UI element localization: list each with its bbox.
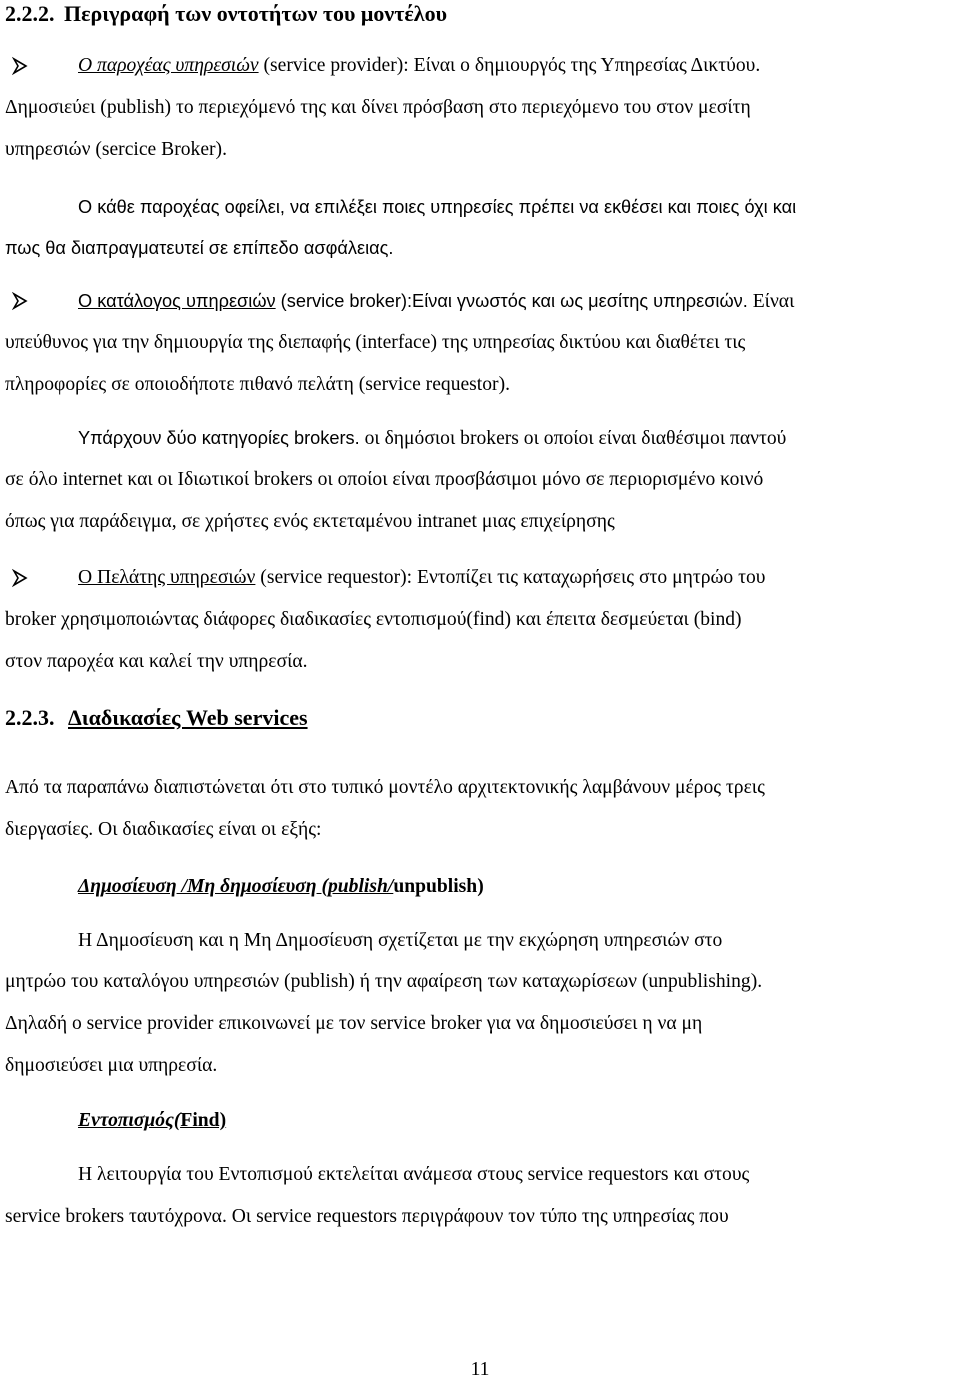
section-title: Διαδικασίες Web services: [68, 705, 308, 730]
broker-term: Ο κατάλογος υπηρεσιών: [78, 291, 276, 311]
section-heading-2-2-2: [5, 3, 447, 25]
publish-line-4: δημοσιεύσει μια υπηρεσία.: [5, 1055, 218, 1076]
publish-line-2: μητρώο του καταλόγου υπηρεσιών (publish) ή την αφαίρεση των καταχωρίσεων (unpublishing).: [5, 971, 763, 992]
arrow-bullet-icon: [12, 567, 30, 589]
broker-line-3: πληροφορίες σε οποιοδήποτε πιθανό πελάτη (service requestor).: [5, 374, 510, 395]
broker-para2-line-2: σε όλο internet και οι Ιδιωτικοί brokers οι οποίοι είναι προσβάσιμοι μόνο σε περιορισμένο κοινό: [5, 469, 764, 490]
provider-term: Ο παροχέας υπηρεσιών: [78, 55, 259, 76]
section-number: 2.2.2.: [5, 1, 55, 26]
find-line-2: service brokers ταυτόχρονα. Οι service requestors περιγράφουν τον τύπο της υπηρεσίας που: [5, 1206, 729, 1227]
broker-para2-line-3: όπως για παράδειγμα, σε χρήστες ενός εκτεταμένου intranet μιας επιχείρησης: [5, 511, 615, 532]
broker-para2-line-1: Υπάρχουν δύο κατηγορίες brokers. οι δημόσιοι brokers οι οποίοι είναι διαθέσιμοι παντού: [78, 428, 787, 449]
requestor-line-2: broker χρησιμοποιώντας διάφορες διαδικασίες εντοπισμού(find) και έπειτα δεσμεύεται (bind): [5, 609, 742, 630]
publish-line-1: Η Δημοσίευση και η Μη Δημοσίευση σχετίζεται με την εκχώρηση υπηρεσιών στο: [78, 930, 723, 951]
provider-para2-line-1: Ο κάθε παροχέας οφείλει, να επιλέξει ποιες υπηρεσίες πρέπει να εκθέσει και ποιες όχι και: [78, 197, 797, 217]
section-223-intro-line-2: διεργασίες. Οι διαδικασίες είναι οι εξής:: [5, 819, 322, 840]
section-223-intro-line-1: Από τα παραπάνω διαπιστώνεται ότι στο τυπικό μοντέλο αρχιτεκτονικής λαμβάνουν μέρος τρεις: [5, 777, 765, 798]
arrow-bullet-icon: [12, 290, 30, 312]
publish-line-3: Δηλαδή ο service provider επικοινωνεί με τον service broker για να δημοσιεύσει η να μη: [5, 1013, 703, 1034]
requestor-line-3: στον παροχέα και καλεί την υπηρεσία.: [5, 651, 308, 672]
provider-line-2: Δημοσιεύει (publish) το περιεχόμενό της και δίνει πρόσβαση στο περιεχόμενο του στον μεσίτη: [5, 97, 751, 118]
requestor-line-1: Ο Πελάτης υπηρεσιών (service requestor): Εντοπίζει τις καταχωρήσεις στο μητρώο του: [78, 567, 766, 588]
page-number: 11: [470, 1359, 490, 1380]
broker-line-1: Ο κατάλογος υπηρεσιών (service broker):Είναι γνωστός και ως μεσίτης υπηρεσιών. Είναι: [78, 291, 795, 312]
requestor-term: Ο Πελάτης υπηρεσιών: [78, 567, 256, 588]
provider-para2-line-2: πως θα διαπραγματευτεί σε επίπεδο ασφάλειας.: [5, 238, 394, 258]
provider-line-1: Ο παροχέας υπηρεσιών (service provider): Είναι ο δημιουργός της Υπηρεσίας Δικτύου.: [78, 55, 761, 76]
section-number: 2.2.3.: [5, 705, 55, 730]
find-heading: Εντοπισμός(Find): [78, 1110, 227, 1131]
arrow-bullet-icon: [12, 55, 30, 77]
provider-line-3: υπηρεσιών (sercice Broker).: [5, 139, 227, 160]
broker-line-2: υπεύθυνος για την δημιουργία της διεπαφής (interface) της υπηρεσίας δικτύου και διαθέτει τις: [5, 332, 746, 353]
section-heading-2-2-3: [5, 707, 308, 729]
publish-heading: Δημοσίευση /Μη δημοσίευση (publish/unpublish): [78, 876, 484, 897]
find-line-1: Η λειτουργία του Εντοπισμού εκτελείται ανάμεσα στους service requestors και στους: [78, 1164, 750, 1185]
section-title: Περιγραφή των οντοτήτων του μοντέλου: [64, 1, 448, 26]
